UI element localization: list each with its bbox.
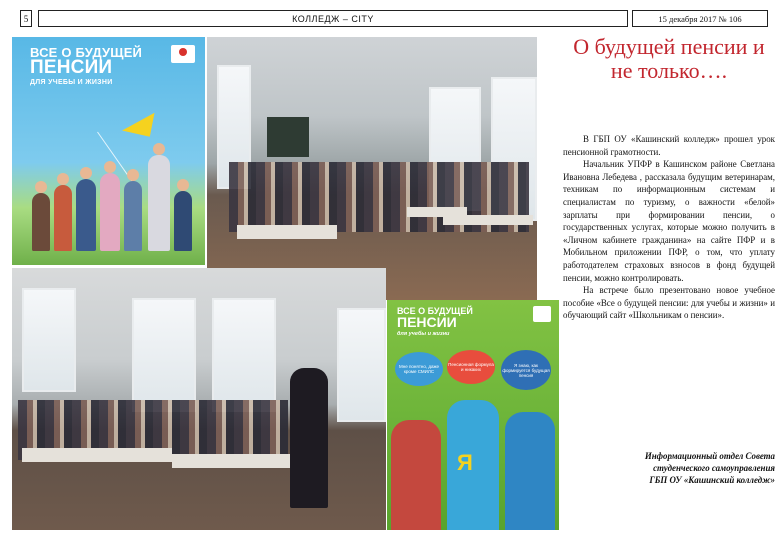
window [337,308,386,422]
speech-bubble: Мне понятно, даже кроме СМИЛС [395,352,443,386]
newspaper-title: КОЛЛЕДЖ – CITY [38,10,628,27]
desk [22,448,172,462]
article-paragraph: На встрече было презентовано новое учебное пособие «Все о будущей пенсии: для учебы и жизни» и обучающий сайт «Школьникам о пенсии». [563,285,775,321]
pfr-logo-icon [533,306,551,322]
poster-person [174,191,192,251]
desk [237,225,337,239]
signature-line: студенческого самоуправления [653,463,775,473]
article-paragraph: Начальник УПФР в Кашинском районе Светлана Ивановна Лебедева , рассказала будущим ветеринарам, техникам по информационным системам и специалистам по туризму, о важности «белой» зарплаты при формировании пенсии, о государственных услугах, которые можно получить в «Личном кабинете гражданина» на сайте ПФР и в Мобильном приложении ПФР, о том, что уплату работодателем страховых взносов в фонд будущей пенсии, можно контролировать. [563,159,775,283]
classroom-photo-1 [207,37,537,300]
booklet-letter: Я [457,450,473,475]
booklet-person [447,400,499,530]
pension-poster-image [12,37,205,265]
article-paragraph: В ГБП ОУ «Кашинский колледж» прошел урок пенсионной грамотности. [563,134,775,157]
issue-date: 15 декабря 2017 № 106 [632,10,768,27]
pfr-logo-icon [171,45,195,63]
window [212,298,276,412]
signature-line: ГБП ОУ «Кашинский колледж» [649,475,775,485]
speech-bubble: Пенсионная формула и никаких [447,350,495,384]
poster-heading-line2: ПЕНСИИ [30,57,113,78]
booklet-subheading: для учебы и жизни [397,331,450,337]
kite-icon [120,113,160,144]
article-signature [563,450,775,486]
article-title: О будущей пенсии и не только…. [573,34,765,83]
poster-person [54,185,72,251]
presenter [290,368,328,508]
poster-person [32,193,50,251]
window [22,288,76,392]
poster-person [100,173,120,251]
window [132,298,196,412]
desk [443,215,533,225]
poster-subheading: ДЛЯ УЧЕБЫ И ЖИЗНИ [30,79,113,86]
pension-booklet-image [387,300,559,530]
poster-person [124,181,142,251]
blackboard [267,117,309,157]
desk [172,454,292,468]
booklet-heading-line2: ПЕНСИИ [397,314,457,330]
poster-person [148,155,170,251]
poster-person [76,179,96,251]
signature-line: Информационный отдел Совета [644,451,775,461]
booklet-person [391,420,441,530]
article-body [563,133,775,322]
speech-bubble: Я знаю, как формируется будущая пенсия [501,350,551,390]
booklet-person [505,412,555,530]
poster-heading-line1: ВСЕ О БУДУЩЕЙ [30,45,143,60]
classroom-photo-2 [12,268,386,530]
booklet-heading-line1: ВСЕ О БУДУЩЕЙ [397,306,473,316]
page-number: 5 [20,10,32,27]
